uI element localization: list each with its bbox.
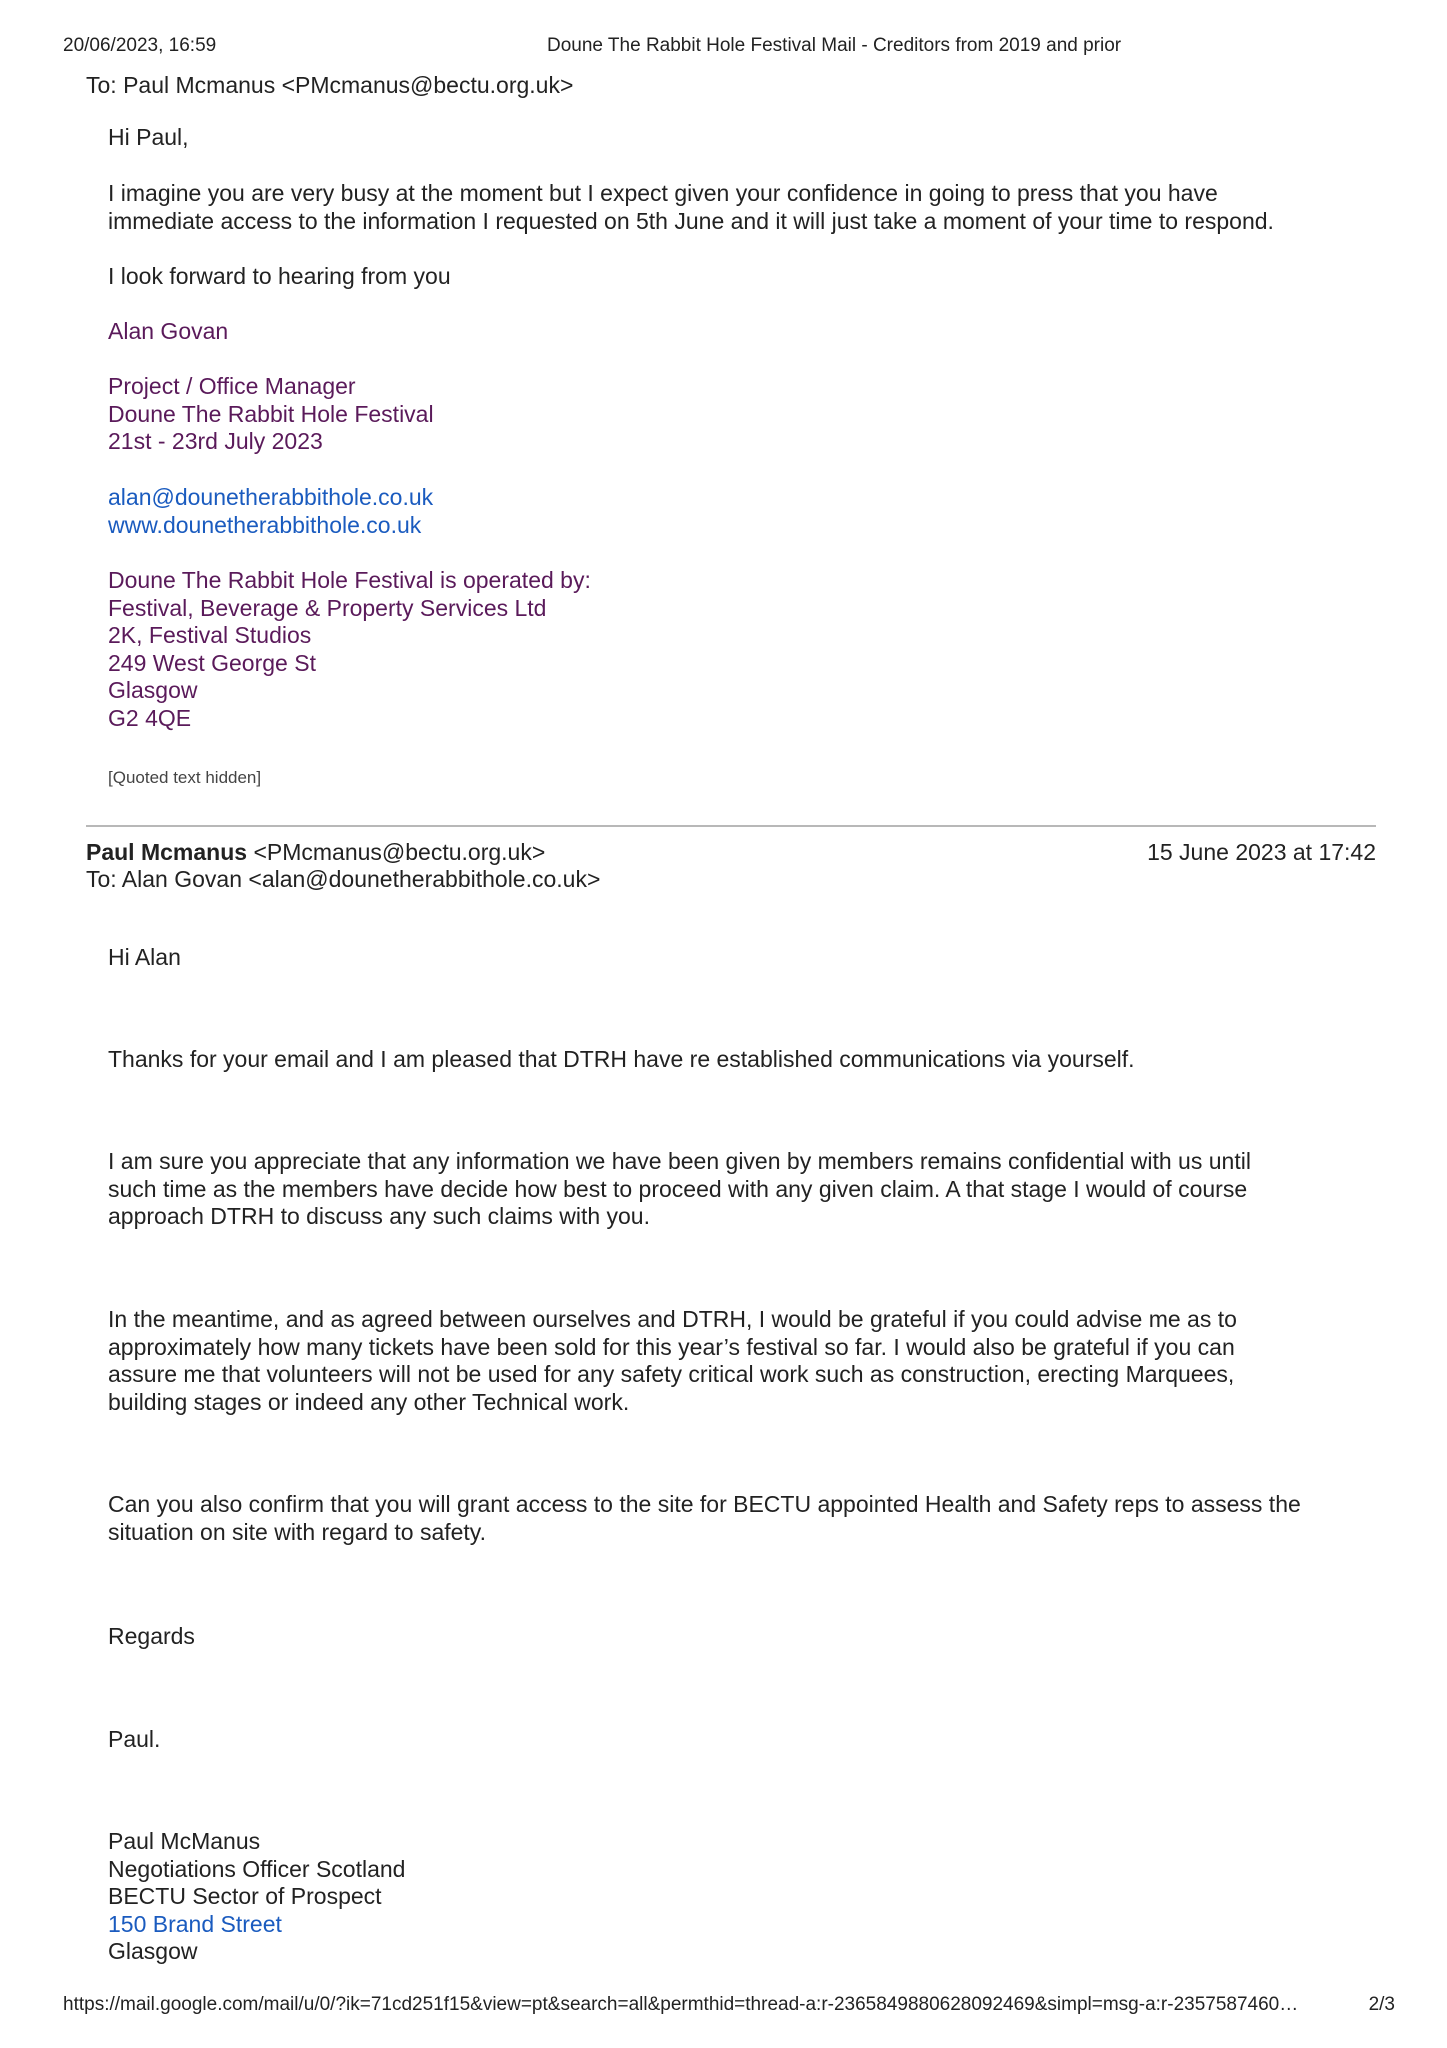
message2-para4 [108, 1491, 1301, 1546]
signature-website-link[interactable]: www.dounetherabbithole.co.uk [108, 511, 422, 538]
message2-para4-line: Can you also confirm that you will grant access to the site for BECTU appointed Health and Safety reps to assess the [108, 1491, 1301, 1517]
message1-paragraph [108, 180, 1274, 235]
message2-para3-line: In the meantime, and as agreed between ourselves and DTRH, I would be grateful if you could advise me as to [108, 1306, 1237, 1332]
message2-signature-street-link[interactable]: 150 Brand Street [108, 1910, 282, 1937]
message2-para3-line: building stages or indeed any other Technical work. [108, 1388, 630, 1415]
message2-para2-line: approach DTRH to discuss any such claims with you. [108, 1203, 650, 1229]
message2-sender [86, 838, 545, 866]
message2-signature-city: Glasgow [108, 1938, 198, 1964]
message1-para1-line: I imagine you are very busy at the moment but I expect given your confidence in going to press that you have [108, 180, 1218, 206]
signature-address2: 249 West George St [108, 649, 316, 676]
message2-para2 [108, 1148, 1251, 1231]
message2-to-line: To: Alan Govan <alan@dounetherabbithole.co.uk> [86, 866, 601, 892]
message2-para3-line: approximately how many tickets have been sold for this year’s festival so far. I would also be grateful if you can [108, 1333, 1235, 1360]
message2-signoff: Paul. [108, 1726, 161, 1752]
print-page-title: Doune The Rabbit Hole Festival Mail - Creditors from 2019 and prior [547, 35, 1122, 56]
message2-para4-line: situation on site with regard to safety. [108, 1518, 486, 1545]
message1-closing: I look forward to hearing from you [108, 263, 451, 289]
message2-signature [108, 1828, 405, 1966]
signature-name: Alan Govan [108, 318, 229, 344]
message1-to-line: To: Paul Mcmanus <PMcmanus@bectu.org.uk> [86, 72, 574, 98]
signature-links [108, 484, 433, 539]
signature-details [108, 373, 434, 456]
message2-signature-title: Negotiations Officer Scotland [108, 1855, 406, 1882]
message2-greeting: Hi Alan [108, 944, 181, 970]
signature-company: Festival, Beverage & Property Services Ltd [108, 594, 547, 621]
print-datetime: 20/06/2023, 16:59 [63, 35, 217, 56]
signature-dates: 21st - 23rd July 2023 [108, 428, 323, 454]
message2-signature-org: BECTU Sector of Prospect [108, 1883, 382, 1909]
signature-city: Glasgow [108, 677, 198, 703]
message2-signature-name: Paul McManus [108, 1828, 261, 1854]
message2-para1: Thanks for your email and I am pleased that DTRH have re established communications via yourself. [108, 1046, 1135, 1072]
signature-role: Project / Office Manager [108, 373, 356, 399]
message2-regards: Regards [108, 1623, 195, 1649]
signature-address1: 2K, Festival Studios [108, 622, 312, 648]
message2-sender-email: <PMcmanus@bectu.org.uk> [253, 839, 546, 865]
print-footer-url: https://mail.google.com/mail/u/0/?ik=71cd251f15&view=pt&search=all&permthid=thread-a:r-2365849880628092469&simpl=msg-a:r-2357587460… [63, 1994, 1299, 2015]
signature-email-link[interactable]: alan@dounetherabbithole.co.uk [108, 484, 434, 510]
message2-para2-line: I am sure you appreciate that any information we have been given by members remains confidential with us until [108, 1148, 1251, 1174]
signature-operator [108, 567, 591, 732]
message-divider [86, 825, 1376, 827]
signature-operated-by: Doune The Rabbit Hole Festival is operated by: [108, 567, 591, 593]
message2-para3 [108, 1306, 1237, 1416]
signature-postcode: G2 4QE [108, 704, 192, 731]
print-page-number: 2/3 [1368, 1994, 1395, 2015]
message2-date: 15 June 2023 at 17:42 [1147, 839, 1376, 865]
message2-para2-line: such time as the members have decide how best to proceed with any given claim. A that stage I would of course [108, 1175, 1248, 1202]
print-header [0, 0, 1447, 60]
quoted-text-hidden-toggle[interactable]: [Quoted text hidden] [108, 768, 262, 787]
message2-sender-name: Paul Mcmanus [86, 839, 248, 865]
message2-para3-line: assure me that volunteers will not be used for any safety critical work such as construction, erecting Marquees, [108, 1361, 1235, 1387]
signature-festival: Doune The Rabbit Hole Festival [108, 400, 434, 427]
message1-greeting: Hi Paul, [108, 124, 189, 150]
message1-para1-line: immediate access to the information I requested on 5th June and it will just take a moment of your time to respond. [108, 207, 1274, 234]
